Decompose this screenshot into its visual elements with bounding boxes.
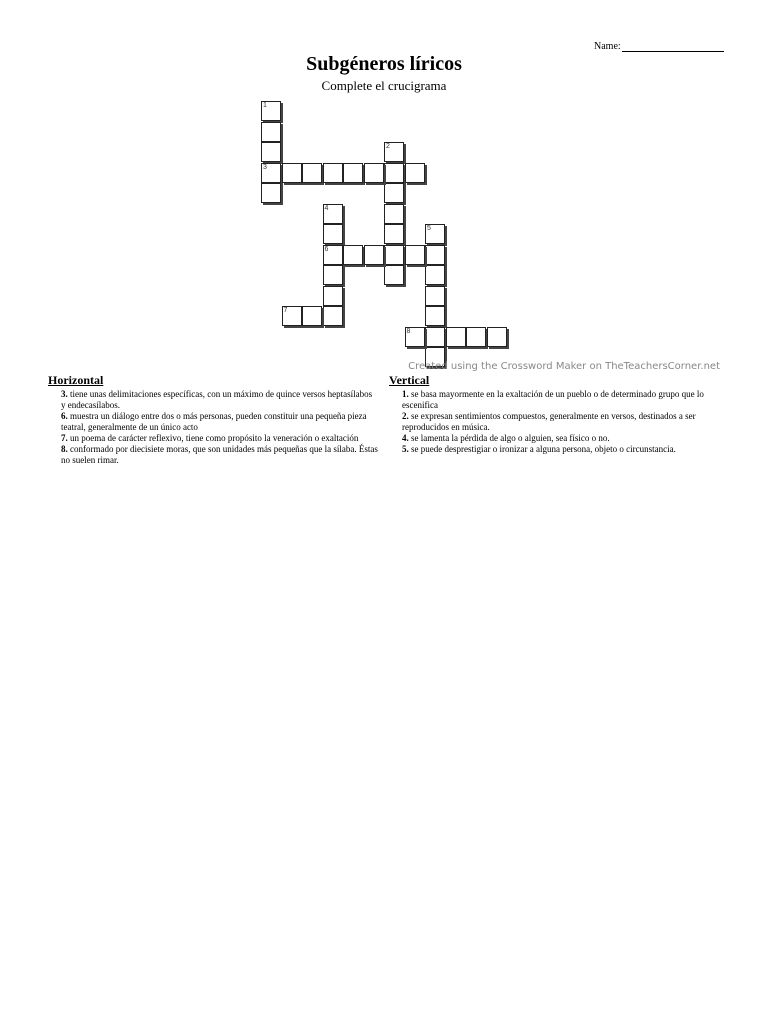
clue-number: 7	[283, 307, 288, 314]
crossword-cell[interactable]	[261, 101, 281, 121]
clue-number: 1	[263, 102, 267, 109]
crossword-cell[interactable]	[425, 286, 445, 306]
crossword-cell[interactable]	[323, 306, 343, 326]
crossword-cell[interactable]	[384, 204, 404, 224]
crossword-cell[interactable]	[364, 245, 384, 265]
crossword-grid	[0, 0, 768, 360]
clue-item: 2. se expresan sentimientos compuestos, generalmente en versos, destinados a ser reproducidos en música.	[402, 411, 696, 432]
crossword-cell[interactable]	[302, 306, 322, 326]
page-subtitle: Complete el crucigrama	[321, 78, 447, 93]
crossword-cell[interactable]	[282, 163, 302, 183]
credit-text: Created using the Crossword Maker on TheTeachersCorner.net	[408, 361, 720, 372]
vertical-clues	[389, 373, 719, 455]
crossword-cell[interactable]	[425, 265, 445, 285]
crossword-cell[interactable]	[384, 224, 404, 244]
crossword-cell[interactable]	[384, 265, 404, 285]
crossword-cell[interactable]	[343, 163, 363, 183]
crossword-cell[interactable]	[323, 265, 343, 285]
crossword-cell[interactable]	[425, 224, 445, 244]
crossword-cell[interactable]	[282, 306, 302, 326]
crossword-cell[interactable]	[384, 245, 404, 265]
crossword-cell[interactable]	[323, 204, 343, 224]
crossword-cell[interactable]	[343, 245, 363, 265]
crossword-cell[interactable]	[405, 245, 425, 265]
crossword-cell[interactable]	[384, 142, 404, 162]
crossword-cell[interactable]	[425, 327, 445, 347]
crossword-cell[interactable]	[384, 183, 404, 203]
crossword-cell[interactable]	[405, 327, 425, 347]
crossword-cell[interactable]	[261, 122, 281, 142]
crossword-cell[interactable]	[323, 163, 343, 183]
crossword-cell[interactable]	[405, 163, 425, 183]
crossword-cell[interactable]	[323, 286, 343, 306]
crossword-cell[interactable]	[323, 245, 343, 265]
crossword-cell[interactable]	[425, 245, 445, 265]
clue-item: 7. un poema de carácter reflexivo, tiene como propósito la veneración o exaltación	[61, 433, 359, 443]
clue-item: 8. conformado por diecisiete moras, que son unidades más pequeñas que la sílaba. Éstas no suelen rimar.	[61, 444, 378, 465]
crossword-cell[interactable]	[487, 327, 507, 347]
clue-number: 4	[324, 204, 329, 212]
clue-number: 8	[406, 327, 411, 335]
horizontal-heading: Horizontal	[48, 373, 104, 387]
crossword-cell[interactable]	[364, 163, 384, 183]
clue-item: 6. muestra un diálogo entre dos o más personas, pueden constituir una pequeña pieza teatral, generalmente de un único acto	[61, 411, 367, 432]
crossword-cell[interactable]	[261, 183, 281, 203]
vertical-heading: Vertical	[389, 373, 430, 387]
crossword-cell[interactable]	[302, 163, 322, 183]
crossword-cell[interactable]	[261, 142, 281, 162]
crossword-cell[interactable]	[384, 163, 404, 183]
crossword-cell[interactable]	[261, 163, 281, 183]
clue-number: 6	[324, 245, 329, 253]
crossword-cell[interactable]	[466, 327, 486, 347]
clue-number: 5	[427, 225, 431, 232]
clue-item: 1. se basa mayormente en la exaltación de un pueblo o de determinado grupo que lo escenifica	[402, 389, 704, 410]
horizontal-clues	[48, 373, 378, 466]
clue-item: 5. se puede desprestigiar o ironizar a alguna persona, objeto o circunstancia.	[402, 444, 676, 454]
clue-item: 4. se lamenta la pérdida de algo o alguien, sea físico o no.	[402, 433, 610, 443]
clue-item: 3. tiene unas delimitaciones específicas, con un máximo de quince versos heptasílabos y endecasílabos.	[61, 389, 373, 410]
clue-number: 3	[263, 163, 267, 171]
name-label: Name:	[594, 41, 621, 52]
page-title: Subgéneros líricos	[306, 53, 462, 75]
crossword-cell[interactable]	[446, 327, 466, 347]
clue-number: 2	[386, 143, 390, 150]
crossword-cell[interactable]	[323, 224, 343, 244]
crossword-cell[interactable]	[425, 306, 445, 326]
